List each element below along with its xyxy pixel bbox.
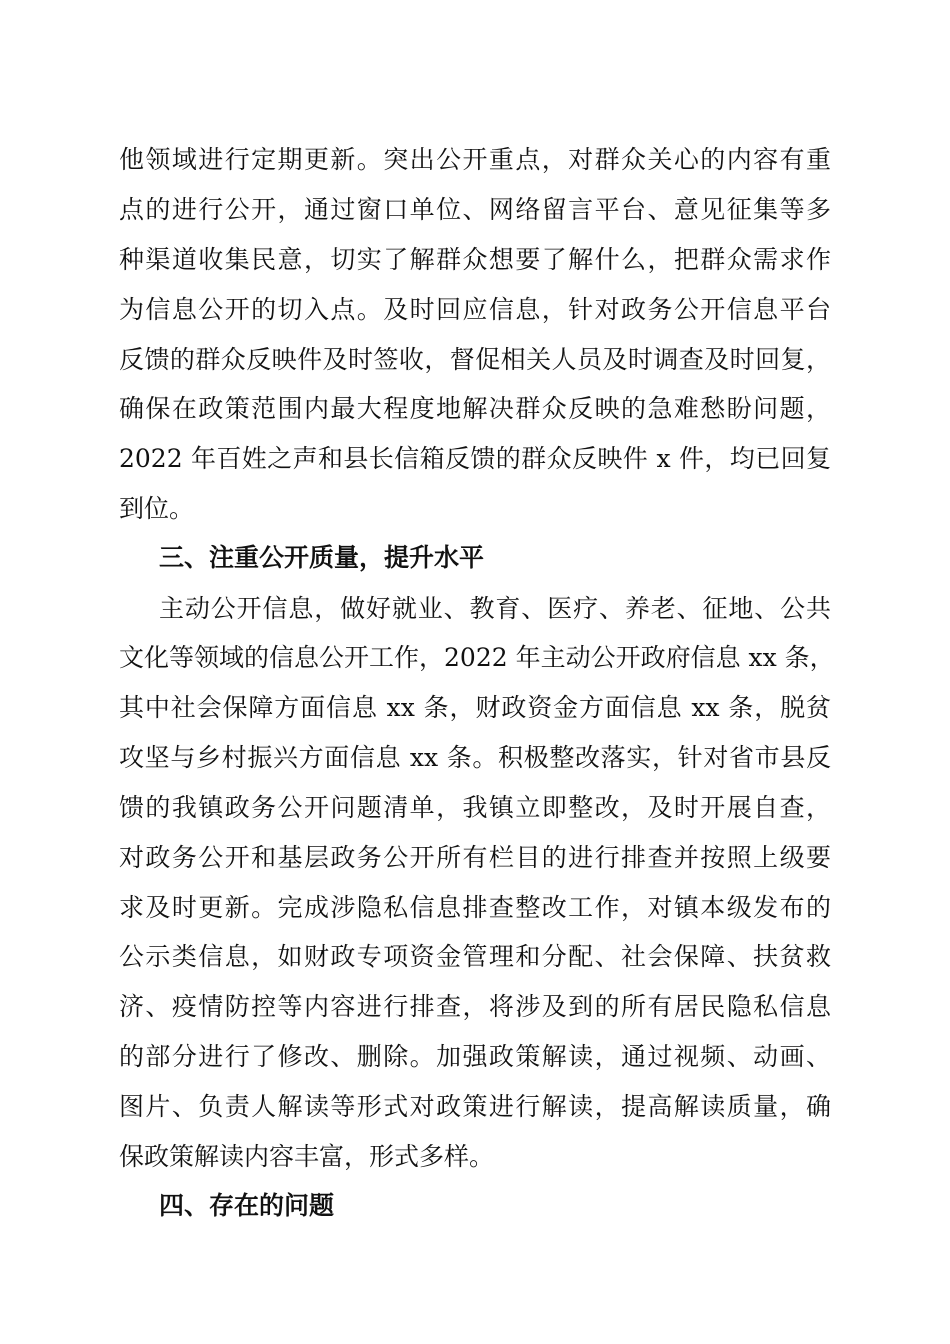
section-heading: 四、存在的问题	[159, 1191, 335, 1220]
paragraph-line: 为信息公开的切入点。及时回应信息，针对政务公开信息平台	[119, 295, 831, 324]
paragraph-line: 确保在政策范围内最大程度地解决群众反映的急难愁盼问题，	[119, 394, 831, 423]
paragraph-line: 种渠道收集民意，切实了解群众想要了解什么，把群众需求作	[119, 245, 831, 274]
paragraph-line: 攻坚与乡村振兴方面信息 xx 条。积极整改落实，针对省市县反	[119, 743, 831, 772]
paragraph-line: 他领域进行定期更新。突出公开重点，对群众关心的内容有重	[119, 145, 831, 174]
paragraph-line: 对政务公开和基层政务公开所有栏目的进行排查并按照上级要	[119, 843, 831, 872]
paragraph-line: 反馈的群众反映件及时签收，督促相关人员及时调查及时回复，	[119, 345, 831, 374]
paragraph-line: 图片、负责人解读等形式对政策进行解读，提高解读质量，确	[119, 1092, 831, 1121]
paragraph-line: 馈的我镇政务公开问题清单，我镇立即整改，及时开展自查，	[119, 793, 831, 822]
paragraph-line: 济、疫情防控等内容进行排查，将涉及到的所有居民隐私信息	[119, 992, 831, 1021]
paragraph-line: 2022 年百姓之声和县长信箱反馈的群众反映件 x 件，均已回复	[119, 444, 831, 473]
paragraph-line: 的部分进行了修改、删除。加强政策解读，通过视频、动画、	[119, 1042, 831, 1071]
paragraph-line: 其中社会保障方面信息 xx 条，财政资金方面信息 xx 条，脱贫	[119, 693, 831, 722]
section-heading: 三、注重公开质量，提升水平	[159, 543, 485, 572]
paragraph-line: 点的进行公开，通过窗口单位、网络留言平台、意见征集等多	[119, 195, 831, 224]
paragraph-line: 主动公开信息，做好就业、教育、医疗、养老、征地、公共	[159, 594, 831, 623]
paragraph-line: 保政策解读内容丰富，形式多样。	[119, 1142, 495, 1171]
paragraph-line: 求及时更新。完成涉隐私信息排查整改工作，对镇本级发布的	[119, 893, 831, 922]
paragraph-line: 公示类信息，如财政专项资金管理和分配、社会保障、扶贫救	[119, 942, 831, 971]
paragraph-line: 文化等领域的信息公开工作，2022 年主动公开政府信息 xx 条，	[119, 643, 835, 672]
paragraph-line: 到位。	[119, 494, 195, 523]
